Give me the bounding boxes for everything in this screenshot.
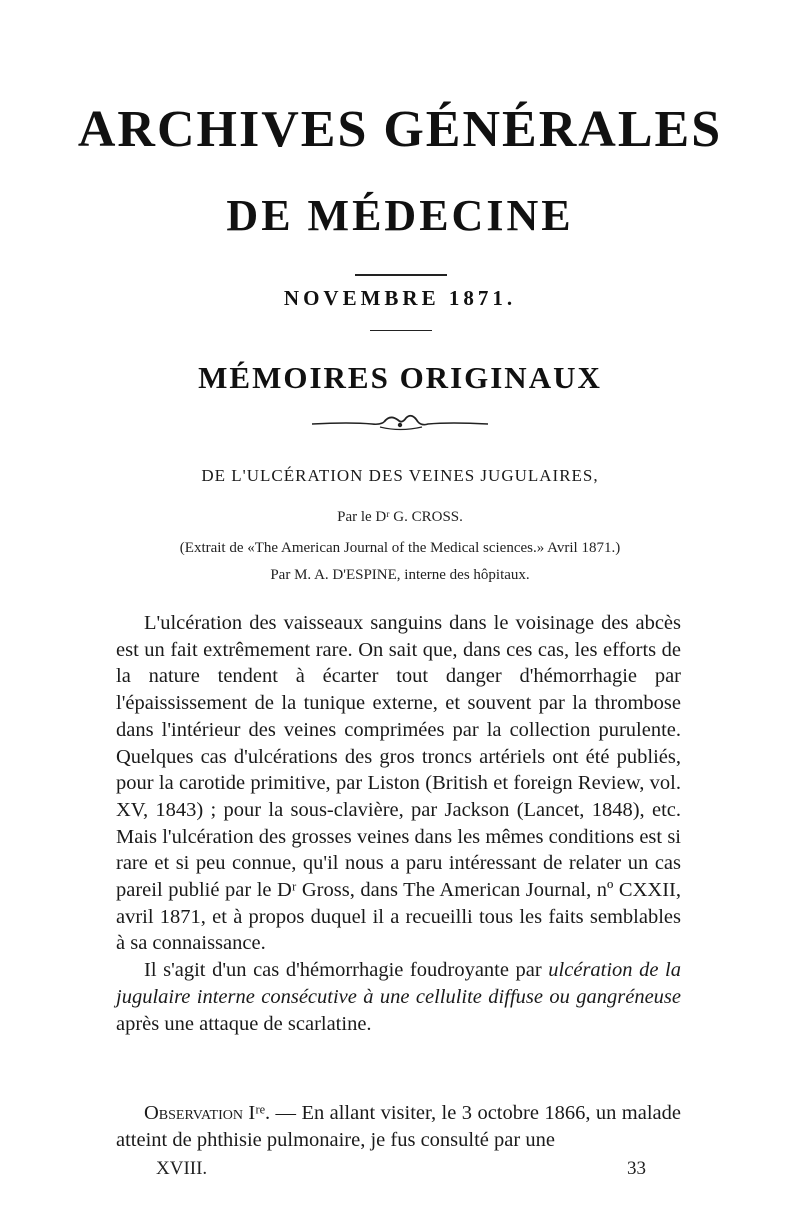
source-line: (Extrait de «The American Journal of the Medical sciences.» Avril 1871.): [179, 540, 621, 556]
page-number: 33: [627, 1158, 646, 1179]
journal-title-line1: ARCHIVES GÉNÉRALES: [77, 101, 723, 158]
observation-text: — En allant visiter, le 3 octobre 1866, un malade atteint de phthisie pulmonaire, je fus consulté par une: [116, 1102, 681, 1151]
decorative-flourish-icon: [310, 410, 490, 436]
paragraph-2-end: après une attaque de scarlatine.: [116, 1012, 372, 1035]
issue-date: NOVEMBRE 1871.: [283, 286, 517, 310]
translator-line: Par M. A. D'ESPINE, interne des hôpitaux.: [270, 567, 530, 583]
article-title: DE L'ULCÉRATION DES VEINES JUGULAIRES,: [201, 466, 599, 485]
observation-label: Observation Iʳᵉ.: [144, 1102, 271, 1124]
volume-number: XVIII.: [156, 1158, 208, 1179]
author-line: Par le Dʳ G. CROSS.: [337, 509, 463, 525]
paragraph-2-italic: ulcération de la jugulaire interne consécutive à une cellulite diffuse ou gangréneuse: [116, 959, 681, 1008]
divider-top: [355, 274, 447, 276]
section-title: MÉMOIRES ORIGINAUX: [198, 360, 602, 395]
divider-bottom: [370, 330, 432, 331]
journal-title-line2: DE MÉDECINE: [226, 191, 574, 240]
paragraph-1: L'ulcération des vaisseaux sanguins dans le voisinage des abcès est un fait extrêmement rare. On sait que, dans ces cas, les efforts de la nature tendent à écarter tout danger d'hémorrhagie par l'épaississement de la tunique externe, et souvent par la thrombose dans l'intérieur des veines comprimées par la collection purulente. Quelques cas d'ulcérations des gros troncs artériels ont été publiés, pour la carotide primitive, par Liston (British et foreign Review, vol. XV, 1843) ; pour la sous-clavière, par Jackson (Lancet, 1848), etc. Mais l'ulcération des grosses veines dans les mêmes conditions est si rare et si peu connue, qu'il nous a paru intéressant de relater un cas pareil publié par le Dʳ Gross, dans The American Journal, nº CXXII, avril 1871, et à propos duquel il a recueilli tous les faits semblables à sa connaissance.: [116, 612, 681, 955]
paragraph-2-start: Il s'agit d'un cas d'hémorrhagie foudroyante par: [144, 959, 549, 982]
paragraph-2: [116, 957, 681, 1037]
observation-paragraph: [116, 1100, 681, 1153]
article-body: [116, 610, 681, 1037]
